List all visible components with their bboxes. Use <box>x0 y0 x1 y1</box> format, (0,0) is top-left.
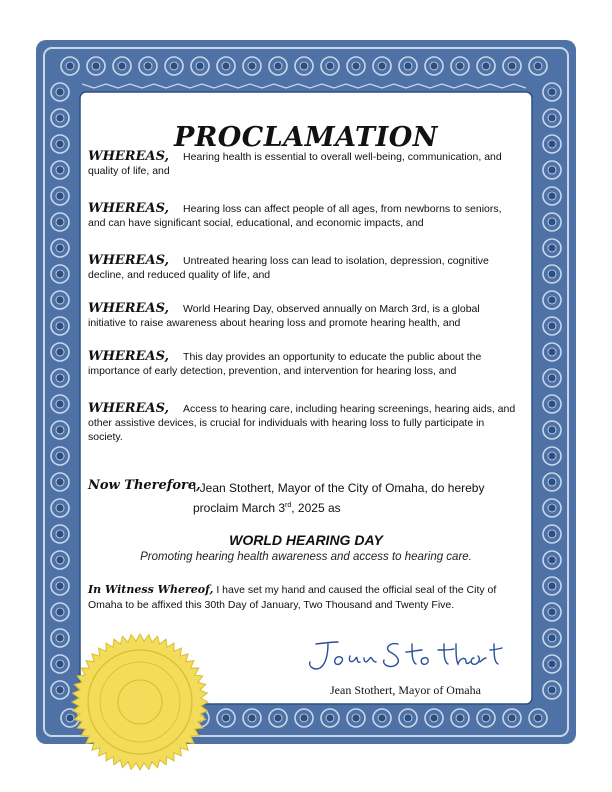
whereas-clause-1 <box>88 150 520 178</box>
whereas-text: World Hearing Day, observed annually on March 3rd, is a global initiative to raise awareness about hearing loss and promote hearing health, and <box>88 303 480 329</box>
witness-paragraph <box>88 582 518 613</box>
whereas-clause-2 <box>88 202 520 230</box>
whereas-text: Hearing loss can affect people of all ages, from newborns to seniors, and can have significant social, educational, and economic impacts, and <box>88 203 502 229</box>
whereas-clause-3 <box>88 254 520 282</box>
now-therefore-label: Now Therefore, <box>88 478 201 493</box>
witness-text: I have set my hand and caused the official seal of the City of Omaha to be affixed this 30th Day of January, Two Thousand and Twenty Five. <box>88 584 497 611</box>
whereas-text: Access to hearing care, including hearing screenings, hearing aids, and other assistive devices, is crucial for individuals with hearing loss to fully participate in society. <box>88 403 516 443</box>
whereas-label: WHEREAS, <box>88 253 170 268</box>
signer-name-title: Jean Stothert, Mayor of Omaha <box>330 683 481 697</box>
now-therefore-ordinal: rd <box>285 502 292 509</box>
whereas-label: WHEREAS, <box>88 401 170 416</box>
gold-seal-icon <box>70 632 210 772</box>
whereas-text: Hearing health is essential to overall well-being, communication, and quality of life, and <box>88 151 502 177</box>
whereas-text: Untreated hearing loss can lead to isolation, depression, cognitive decline, and reduced quality of life, and <box>88 255 489 281</box>
whereas-label: WHEREAS, <box>88 149 170 164</box>
now-therefore-part2: , 2025 as <box>291 501 341 515</box>
whereas-label: WHEREAS, <box>88 201 170 216</box>
now-therefore-text <box>193 478 513 518</box>
whereas-clause-5 <box>88 350 520 378</box>
now-therefore-part1: I Jean Stothert, Mayor of the City of Omaha, do hereby proclaim March 3 <box>193 481 485 515</box>
whereas-label: WHEREAS, <box>88 349 170 364</box>
proclaimed-tagline: Promoting hearing health awareness and access to hearing care. <box>140 551 472 563</box>
proclaimed-day: WORLD HEARING DAY <box>229 532 383 548</box>
whereas-clause-6 <box>88 402 520 444</box>
witness-label: In Witness Whereof, <box>88 583 214 596</box>
whereas-label: WHEREAS, <box>88 301 170 316</box>
signature-mark <box>298 636 508 680</box>
whereas-text: This day provides an opportunity to educate the public about the importance of early detection, prevention, and intervention for hearing loss, and <box>88 351 482 377</box>
page-title: PROCLAMATION <box>174 122 438 154</box>
whereas-clause-4 <box>88 302 520 330</box>
